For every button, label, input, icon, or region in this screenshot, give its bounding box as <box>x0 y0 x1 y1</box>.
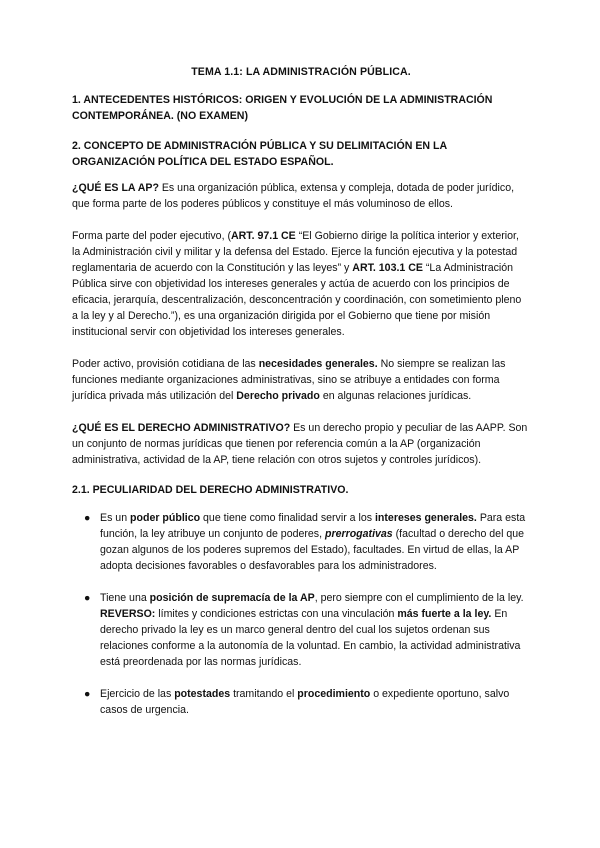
bold-span: REVERSO: <box>100 608 156 620</box>
bold-italic-span: prerrogativas <box>324 528 393 540</box>
bold-span: Derecho privado <box>236 390 320 402</box>
paragraph-lead: ¿QUÉ ES EL DERECHO ADMINISTRATIVO? <box>72 422 291 434</box>
text-span: Forma parte del poder ejecutivo, ( <box>72 230 231 242</box>
bold-span: ART. 103.1 CE <box>352 262 423 274</box>
paragraph-text: Es un derecho propio y peculiar de las AAPP. Son un conjunto de normas jurídicas que tienen por referencia común a la AP (organización administrativa, actividad de la AP, tiene relación con otros sujetos y controles jurídicos). <box>72 422 528 466</box>
paragraph-que-es-ap <box>72 180 530 212</box>
text-span: o expediente oportuno, salvo casos de urgencia. <box>100 688 510 716</box>
text-span: (facultad o derecho del que gozan algunos de los poderes supremos del Estado), facultades. En virtud de ellas, la AP adopta decisiones favorables o desfavorables para los administradores. <box>100 528 525 572</box>
text-span: Poder activo, provisión cotidiana de las <box>72 358 259 370</box>
text-span: “El Gobierno dirige la política interior y exterior, la Administración civil y militar y la defensa del Estado. Ejerce la función ejecutiva y la potestad reglamentaria de acuerdo con la Constitución y las leyes” y <box>72 230 519 274</box>
text-span: Tiene una <box>100 592 150 604</box>
bold-span: necesidades generales. <box>258 358 378 370</box>
text-span: Es un <box>100 512 131 524</box>
bullet-icon: ● <box>84 512 91 524</box>
text-span: Ejercicio de las <box>100 688 175 700</box>
list-item <box>72 510 530 574</box>
list-item <box>72 686 530 718</box>
paragraph-poder-activo <box>72 356 530 404</box>
text-span: límites y condiciones estrictas con una vinculación <box>155 608 398 620</box>
bullet-icon: ● <box>84 592 91 604</box>
bullet-icon: ● <box>84 688 91 700</box>
bold-span: procedimiento <box>297 688 371 700</box>
text-span: Para esta función, la ley atribuye un conjunto de poderes, <box>100 512 526 540</box>
document-title: TEMA 1.1: LA ADMINISTRACIÓN PÚBLICA. <box>191 66 411 78</box>
text-span: que tiene como finalidad servir a los <box>200 512 375 524</box>
bold-span: poder público <box>130 512 201 524</box>
text-span: No siempre se realizan las funciones mediante organizaciones administrativas, sino se atribuye a entidades con forma jurídica privada más utilización del <box>72 358 506 402</box>
section-heading-2: 2. CONCEPTO DE ADMINISTRACIÓN PÚBLICA Y SU DELIMITACIÓN EN LA ORGANIZACIÓN POLÍTICA DEL ESTADO ESPAÑOL. <box>72 140 447 168</box>
text-span: En derecho privado la ley es un marco general dentro del cual los sujetos ordenan sus relaciones conforme a la autonomía de la voluntad. En cambio, la actividad administrativa está preordenada por las normas jurídicas. <box>100 608 521 668</box>
text-span: tramitando el <box>230 688 298 700</box>
list-item <box>72 590 530 670</box>
bold-span: potestades <box>174 688 231 700</box>
bold-span: posición de supremacía de la AP <box>149 592 315 604</box>
bold-span: más fuerte a la ley. <box>397 608 492 620</box>
section-heading-1: 1. ANTECEDENTES HISTÓRICOS: ORIGEN Y EVOLUCIÓN DE LA ADMINISTRACIÓN CONTEMPORÁNEA. (NO EXAMEN) <box>72 94 493 122</box>
text-span: “La Administración Pública sirve con objetividad los intereses generales y actúa de acuerdo con los principios de eficacia, jerarquía, descentralización, desconcentración y coordinación, con sometimiento pleno a la ley y al Derecho.”), es una organización dirigida por el Gobierno que tiene por misión institucional servir con objetividad los intereses generales. <box>72 262 522 338</box>
bold-span: intereses generales. <box>374 512 477 524</box>
paragraph-poder-ejecutivo <box>72 228 530 340</box>
paragraph-lead: ¿QUÉ ES LA AP? <box>72 182 159 194</box>
text-span: en algunas relaciones jurídicas. <box>319 390 472 402</box>
text-span: , pero siempre con el cumplimiento de la ley. <box>314 592 524 604</box>
bold-span: ART. 97.1 CE <box>230 230 296 242</box>
paragraph-derecho-administrativo <box>72 420 530 468</box>
section-heading-2-1: 2.1. PECULIARIDAD DEL DERECHO ADMINISTRATIVO. <box>72 484 349 496</box>
bullet-list <box>72 510 530 718</box>
document-page <box>72 66 530 734</box>
paragraph-text: Es una organización pública, extensa y compleja, dotada de poder jurídico, que forma parte de los poderes públicos y constituye el más voluminoso de ellos. <box>72 182 515 210</box>
